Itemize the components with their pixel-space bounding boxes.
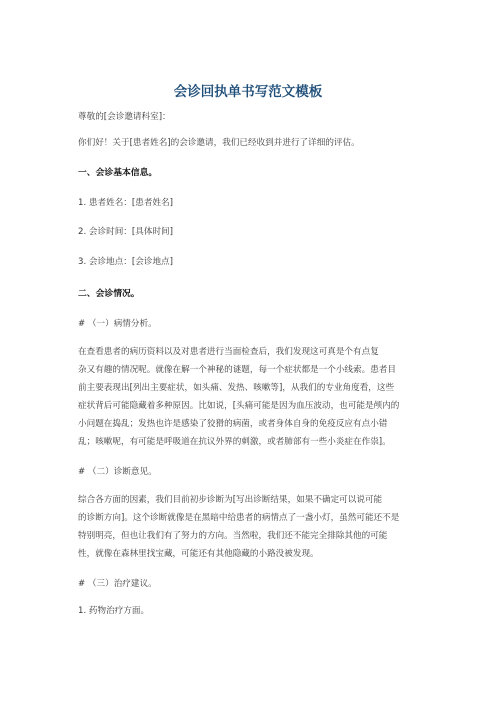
subheading-diagnosis: # （二）诊断意见。	[78, 467, 157, 477]
info-item-consult-time: 2. 会诊时间：[具体时间]	[78, 227, 173, 237]
document-title: 会诊回执单书写范文模板	[173, 84, 323, 100]
subheading-condition-analysis: # （一）病情分析。	[78, 319, 157, 329]
paragraph-line: 小问题在捣乱；发热也许是感染了狡猾的病菌，或者身体自身的免疫反应有点小错	[78, 419, 388, 429]
info-item-patient-name: 1. 患者姓名：[患者姓名]	[78, 198, 173, 208]
treatment-item-medication: 1. 药物治疗方面。	[78, 606, 150, 616]
paragraph-line: 杂又有趣的情况呢。就像在解一个神秘的谜题，每一个症状都是一个小线索。患者目	[78, 365, 396, 375]
paragraph-line: 的诊断方向]。这个诊断就像是在黑暗中给患者的病情点了一盏小灯，虽然可能还不是	[78, 513, 400, 523]
paragraph-line: 症状背后可能隐藏着多种原因。比如说，[头痛可能是因为血压波动，也可能是颅内的	[78, 401, 400, 411]
paragraph-line: 综合各方面的因素，我们目前初步诊断为[写出诊断结果，如果不确定可以说可能	[78, 495, 383, 505]
info-item-consult-location: 3. 会诊地点：[会诊地点]	[78, 257, 173, 267]
paragraph-line: 性，就像在森林里找宝藏，可能还有其他隐藏的小路没被发现。	[78, 549, 319, 559]
section-heading-consult-status: 二、会诊情况。	[78, 289, 140, 299]
paragraph-line: 在查看患者的病历资料以及对患者进行当面检查后，我们发现这可真是个有点复	[78, 347, 379, 357]
subheading-treatment: # （三）治疗建议。	[78, 579, 157, 589]
greeting: 尊敬的[会诊邀请科室]：	[78, 112, 171, 122]
intro-paragraph: 你们好！关于[患者姓名]的会诊邀请，我们已经收到并进行了详细的评估。	[78, 138, 360, 148]
paragraph-line: 特别明亮，但也让我们有了努力的方向。当然啦，我们还不能完全排除其他的可能	[78, 531, 388, 541]
paragraph-line: 乱；咳嗽呢，有可能是呼吸道在抗议外界的刺激，或者肺部有一些小炎症在作祟]。	[78, 437, 391, 447]
section-heading-basic-info: 一、会诊基本信息。	[78, 168, 158, 178]
paragraph-line: 前主要表现出[列出主要症状，如头痛、发热、咳嗽等]，从我们的专业角度看，这些	[78, 383, 395, 393]
